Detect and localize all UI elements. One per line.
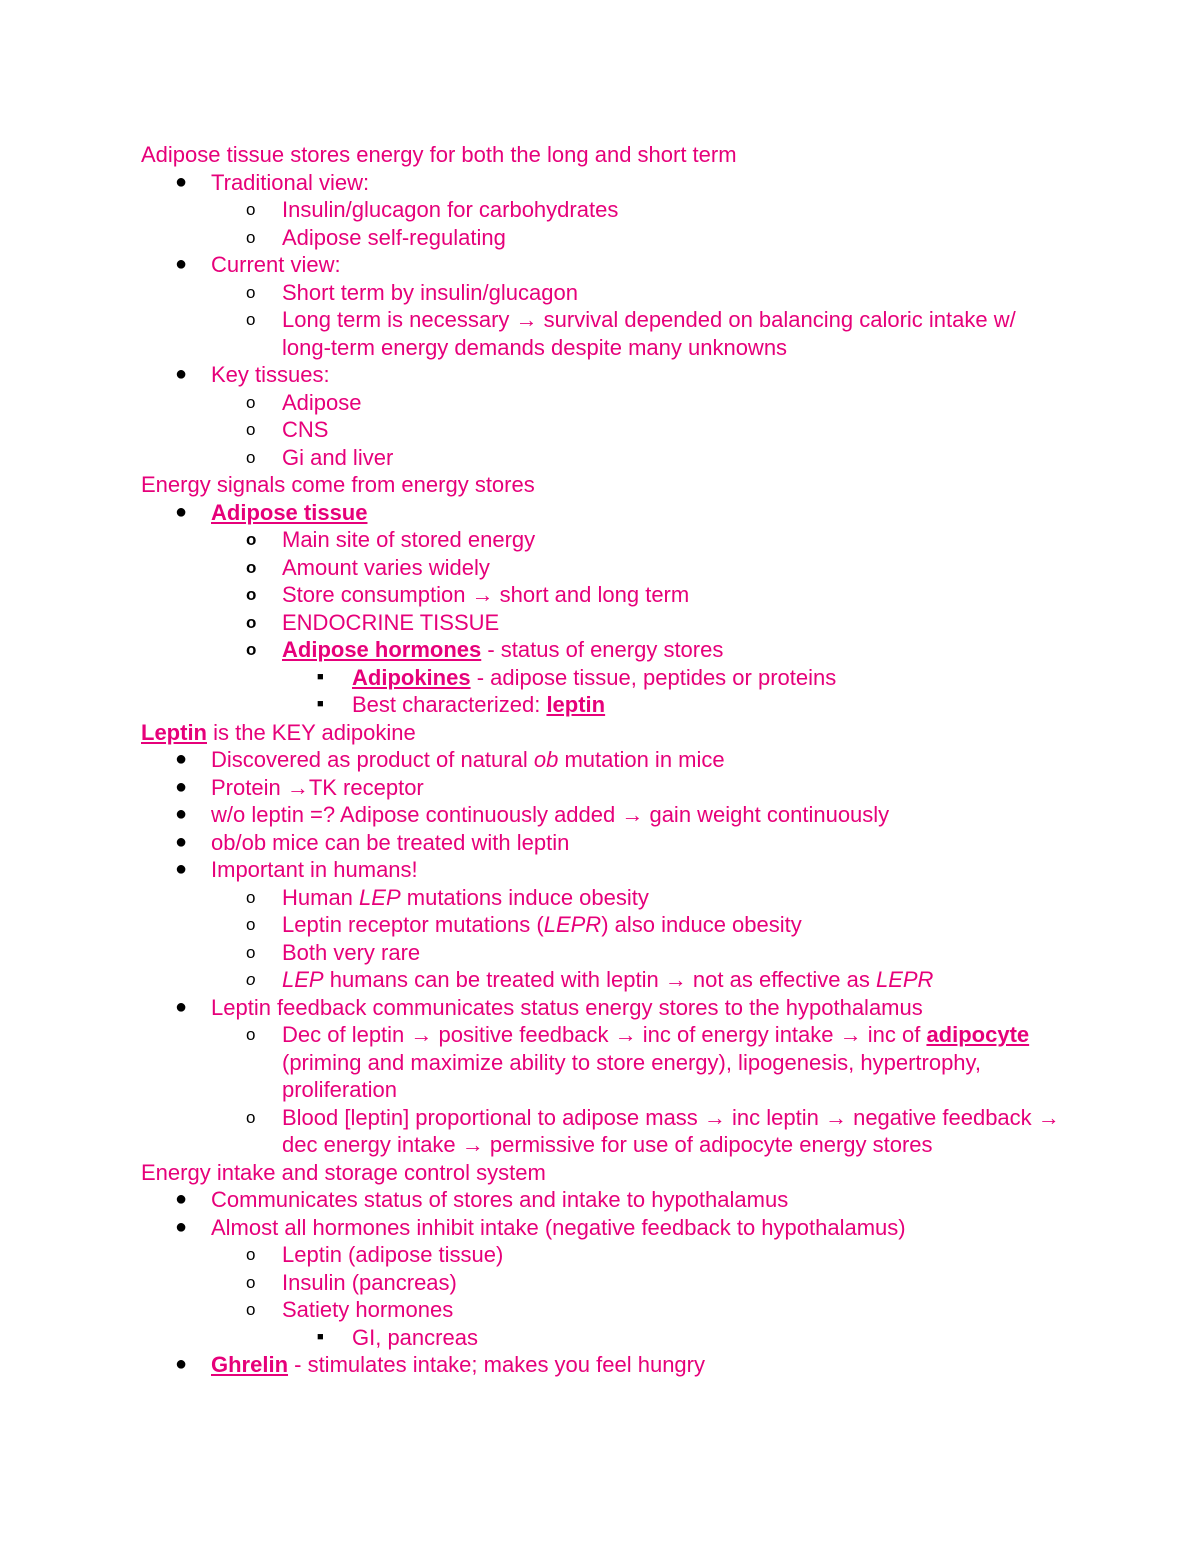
list-item [141,1021,1061,1104]
list-item [141,306,1061,361]
list-item [141,664,1061,692]
list-item-text: Leptin (adipose tissue) [282,1242,504,1267]
circle-bullet-icon: o [246,392,256,412]
key-term: leptin [546,692,606,717]
heading-text: is the KEY adipokine [207,719,416,745]
list-item-text: ob/ob mice can be treated with leptin [211,829,570,855]
gene-name: ob [533,747,559,772]
circle-bullet-icon: o [246,227,256,247]
gene-name: LEPR [875,967,934,992]
list-item [141,224,1061,252]
list-item [141,911,1061,939]
list-item-text: Gi and liver [282,444,394,470]
list-item-text: Insulin (pancreas) [282,1269,457,1295]
list-item-text: w/o leptin =? Adipose continuously added → gain weight continuously [211,802,890,827]
list-item-text: humans can be treated with leptin → not as effective as [323,967,876,992]
list-item [141,609,1061,637]
gene-name: LEP [359,884,401,910]
disc-bullet-icon: ● [175,830,188,853]
list-item [141,1104,1061,1159]
square-bullet-icon: ■ [317,670,324,683]
circle-bullet-icon: o [246,942,256,962]
list-item-text: Key tissues: [211,362,330,387]
list-item [141,169,1061,197]
key-term: Adipokines [352,664,471,690]
list-item-text: Satiety hormones [282,1297,454,1322]
list-item-text: Almost all hormones inhibit intake (negative feedback to hypothalamus) [211,1214,906,1240]
list-item [141,746,1061,774]
gene-name: LEP [282,967,324,992]
list-item-text: Communicates status of stores and intake to hypothalamus [211,1187,789,1212]
circle-bullet-icon: o [246,915,256,934]
disc-bullet-icon: ● [175,1188,188,1210]
list-item [141,1241,1061,1269]
list-item-text: Traditional view: [211,169,370,195]
list-item-text: (priming and maximize ability to store energy), lipogenesis, hypertrophy, proliferation [282,1049,982,1102]
circle-bullet-icon: o [246,887,256,907]
list-item [141,636,1061,664]
list-item [141,1324,1061,1352]
list-item-text: Short term by insulin/glucagon [282,279,578,305]
list-item-text: Store consumption → short and long term [282,582,690,607]
gene-name: LEPR [543,912,602,937]
list-item-text: - adipose tissue, peptides or proteins [470,664,837,690]
list-item [141,251,1061,279]
list-item-text: Blood [leptin] proportional to adipose mass → inc leptin → negative feedback → dec energy intake → permissive for use of adipocyte energy stores [282,1104,1060,1157]
bullet-list [141,499,1061,719]
square-bullet-icon: ■ [317,698,324,710]
list-item-text: CNS [282,417,329,442]
document-page [141,141,1061,1379]
list-item-text: Both very rare [282,939,421,965]
circle-bullet-icon: o [246,530,257,549]
disc-bullet-icon: ● [175,748,188,770]
bullet-list [141,1186,1061,1379]
list-item [141,1296,1061,1324]
list-item [141,444,1061,472]
disc-bullet-icon: ● [175,363,188,385]
list-item [141,939,1061,967]
list-item-text: - stimulates intake; makes you feel hungry [288,1352,705,1377]
list-item-text: Adipose self-regulating [282,224,506,250]
disc-bullet-icon: ● [175,775,188,798]
square-bullet-icon: ■ [317,1330,324,1343]
circle-bullet-icon: o [246,200,256,219]
list-item-text: ) also induce obesity [601,912,802,937]
list-item [141,691,1061,719]
list-item [141,416,1061,444]
circle-bullet-icon: o [246,640,257,659]
list-item [141,774,1061,802]
list-item [141,526,1061,554]
key-term: Ghrelin [211,1352,289,1377]
circle-bullet-icon: o [246,585,257,604]
disc-bullet-icon: ● [175,170,188,193]
list-item [141,554,1061,582]
list-item [141,884,1061,912]
list-item-text: Adipose [282,389,362,415]
list-item [141,856,1061,884]
circle-bullet-icon: o [246,447,256,467]
section-heading: Energy signals come from energy stores [141,472,535,497]
disc-bullet-icon: ● [175,858,188,880]
list-item-text: Dec of leptin → positive feedback → inc of energy intake → inc of [282,1022,927,1047]
list-item-text: Amount varies widely [282,554,490,580]
section-heading [141,719,1061,747]
list-item [141,1351,1061,1379]
key-term: Adipose tissue [211,499,368,525]
circle-bullet-icon: o [246,557,257,577]
list-item-text: mutation in mice [558,747,725,772]
circle-bullet-icon: o [246,282,256,302]
list-item-text: Important in humans! [211,857,418,882]
circle-bullet-icon: o [246,970,256,989]
list-item-text: ENDOCRINE TISSUE [282,609,500,635]
list-item-text: Leptin receptor mutations ( [282,912,544,937]
circle-bullet-icon: o [246,1025,256,1044]
list-item [141,829,1061,857]
circle-bullet-icon: o [246,420,256,439]
list-item-text: Leptin feedback communicates status energy stores to the hypothalamus [211,994,923,1020]
disc-bullet-icon: ● [175,995,188,1018]
list-item [141,966,1061,994]
list-item [141,499,1061,527]
disc-bullet-icon: ● [175,253,188,275]
circle-bullet-icon: o [246,1245,256,1264]
list-item-text: Human [282,884,360,910]
list-item [141,361,1061,389]
circle-bullet-icon: o [246,310,256,329]
list-item [141,801,1061,829]
list-item [141,581,1061,609]
list-item-text: - status of energy stores [481,637,724,662]
circle-bullet-icon: o [246,1107,256,1127]
disc-bullet-icon: ● [175,803,188,825]
list-item-text: Protein →TK receptor [211,774,424,800]
list-item-text: Current view: [211,252,341,277]
disc-bullet-icon: ● [175,500,188,523]
list-item-text: Insulin/glucagon for carbohydrates [282,197,619,222]
list-item [141,279,1061,307]
circle-bullet-icon: o [246,1272,256,1292]
list-item [141,1214,1061,1242]
list-item [141,994,1061,1022]
list-item-text: Main site of stored energy [282,527,536,552]
bullet-list [141,746,1061,1159]
bullet-list [141,169,1061,472]
list-item-text: mutations induce obesity [400,884,649,910]
list-item [141,1186,1061,1214]
key-term: Adipose hormones [282,637,482,662]
list-item [141,196,1061,224]
disc-bullet-icon: ● [175,1215,188,1238]
list-item-text: Discovered as product of natural [211,747,534,772]
list-item [141,1269,1061,1297]
key-term: adipocyte [926,1022,1030,1047]
section-heading: Adipose tissue stores energy for both the long and short term [141,142,737,167]
list-item-text: GI, pancreas [352,1324,478,1350]
circle-bullet-icon: o [246,1300,256,1319]
circle-bullet-icon: o [246,612,257,632]
list-item [141,389,1061,417]
section-heading: Energy intake and storage control system [141,1159,546,1185]
key-term: Leptin [141,719,207,745]
list-item-text: Long term is necessary → survival depended on balancing caloric intake w/ long-term energy demands despite many unknowns [282,307,1016,360]
disc-bullet-icon: ● [175,1353,188,1375]
list-item-text: Best characterized: [352,692,547,717]
